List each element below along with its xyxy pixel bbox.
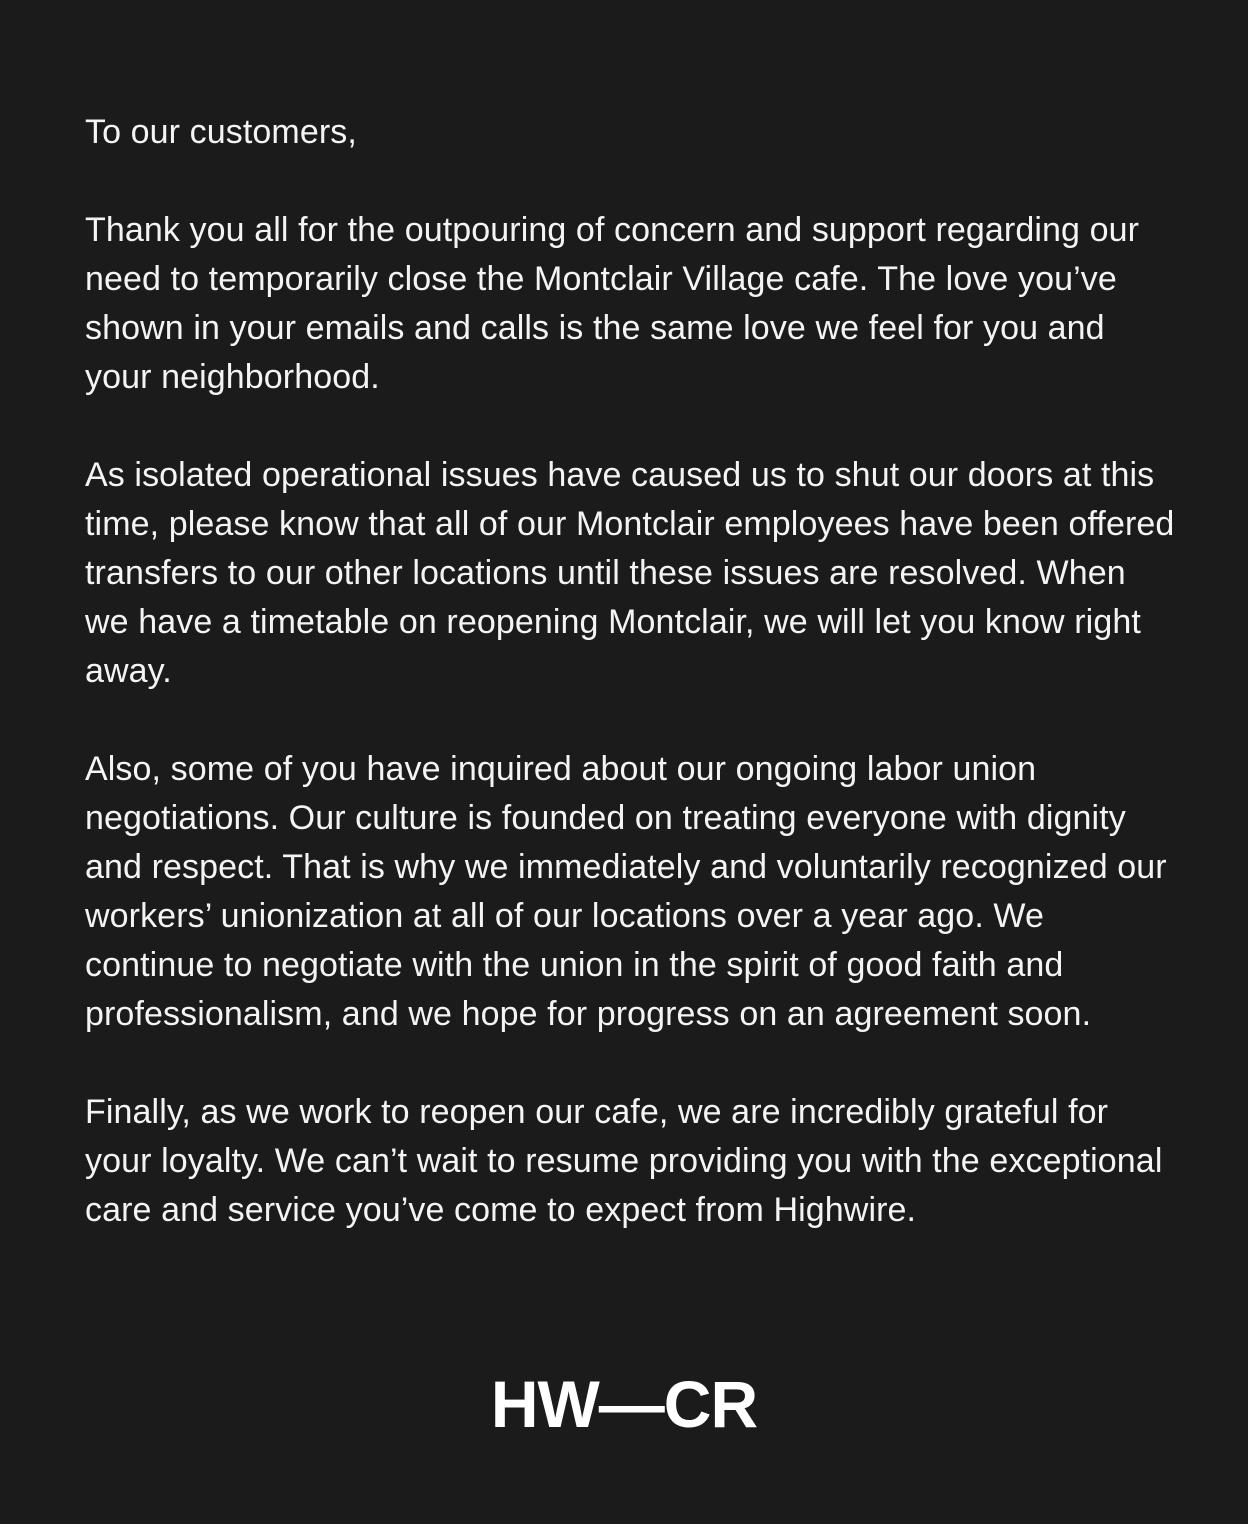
letter-body	[85, 108, 1175, 1284]
paragraph-thanks: Thank you all for the outpouring of concern and support regarding our need to temporarily close the Montclair Village cafe. The love you’ve shown in your emails and calls is the same love we feel for you and your neighborhood.	[85, 211, 1140, 396]
salutation: To our customers,	[85, 113, 357, 151]
paragraph-union: Also, some of you have inquired about our ongoing labor union negotiations. Our culture is founded on treating everyone with dignity and respect. That is why we immediately and voluntarily recognized our workers’ unionization at all of our locations over a year ago. We continue to negotiate with the union in the spirit of good faith and professionalism, and we hope for progress on an agreement soon.	[85, 750, 1167, 1033]
paragraph-closure: As isolated operational issues have caused us to shut our doors at this time, please know that all of our Montclair employees have been offered transfers to our other locations until these issues are resolved. When we have a timetable on reopening Montclair, we will let you know right away.	[85, 456, 1175, 690]
paragraph-closing: Finally, as we work to reopen our cafe, we are incredibly grateful for your loyalty. We can’t wait to resume providing you with the exceptional care and service you’ve come to expect from Highwire.	[85, 1093, 1163, 1229]
brand-logo: HW—CR	[490, 1367, 758, 1441]
